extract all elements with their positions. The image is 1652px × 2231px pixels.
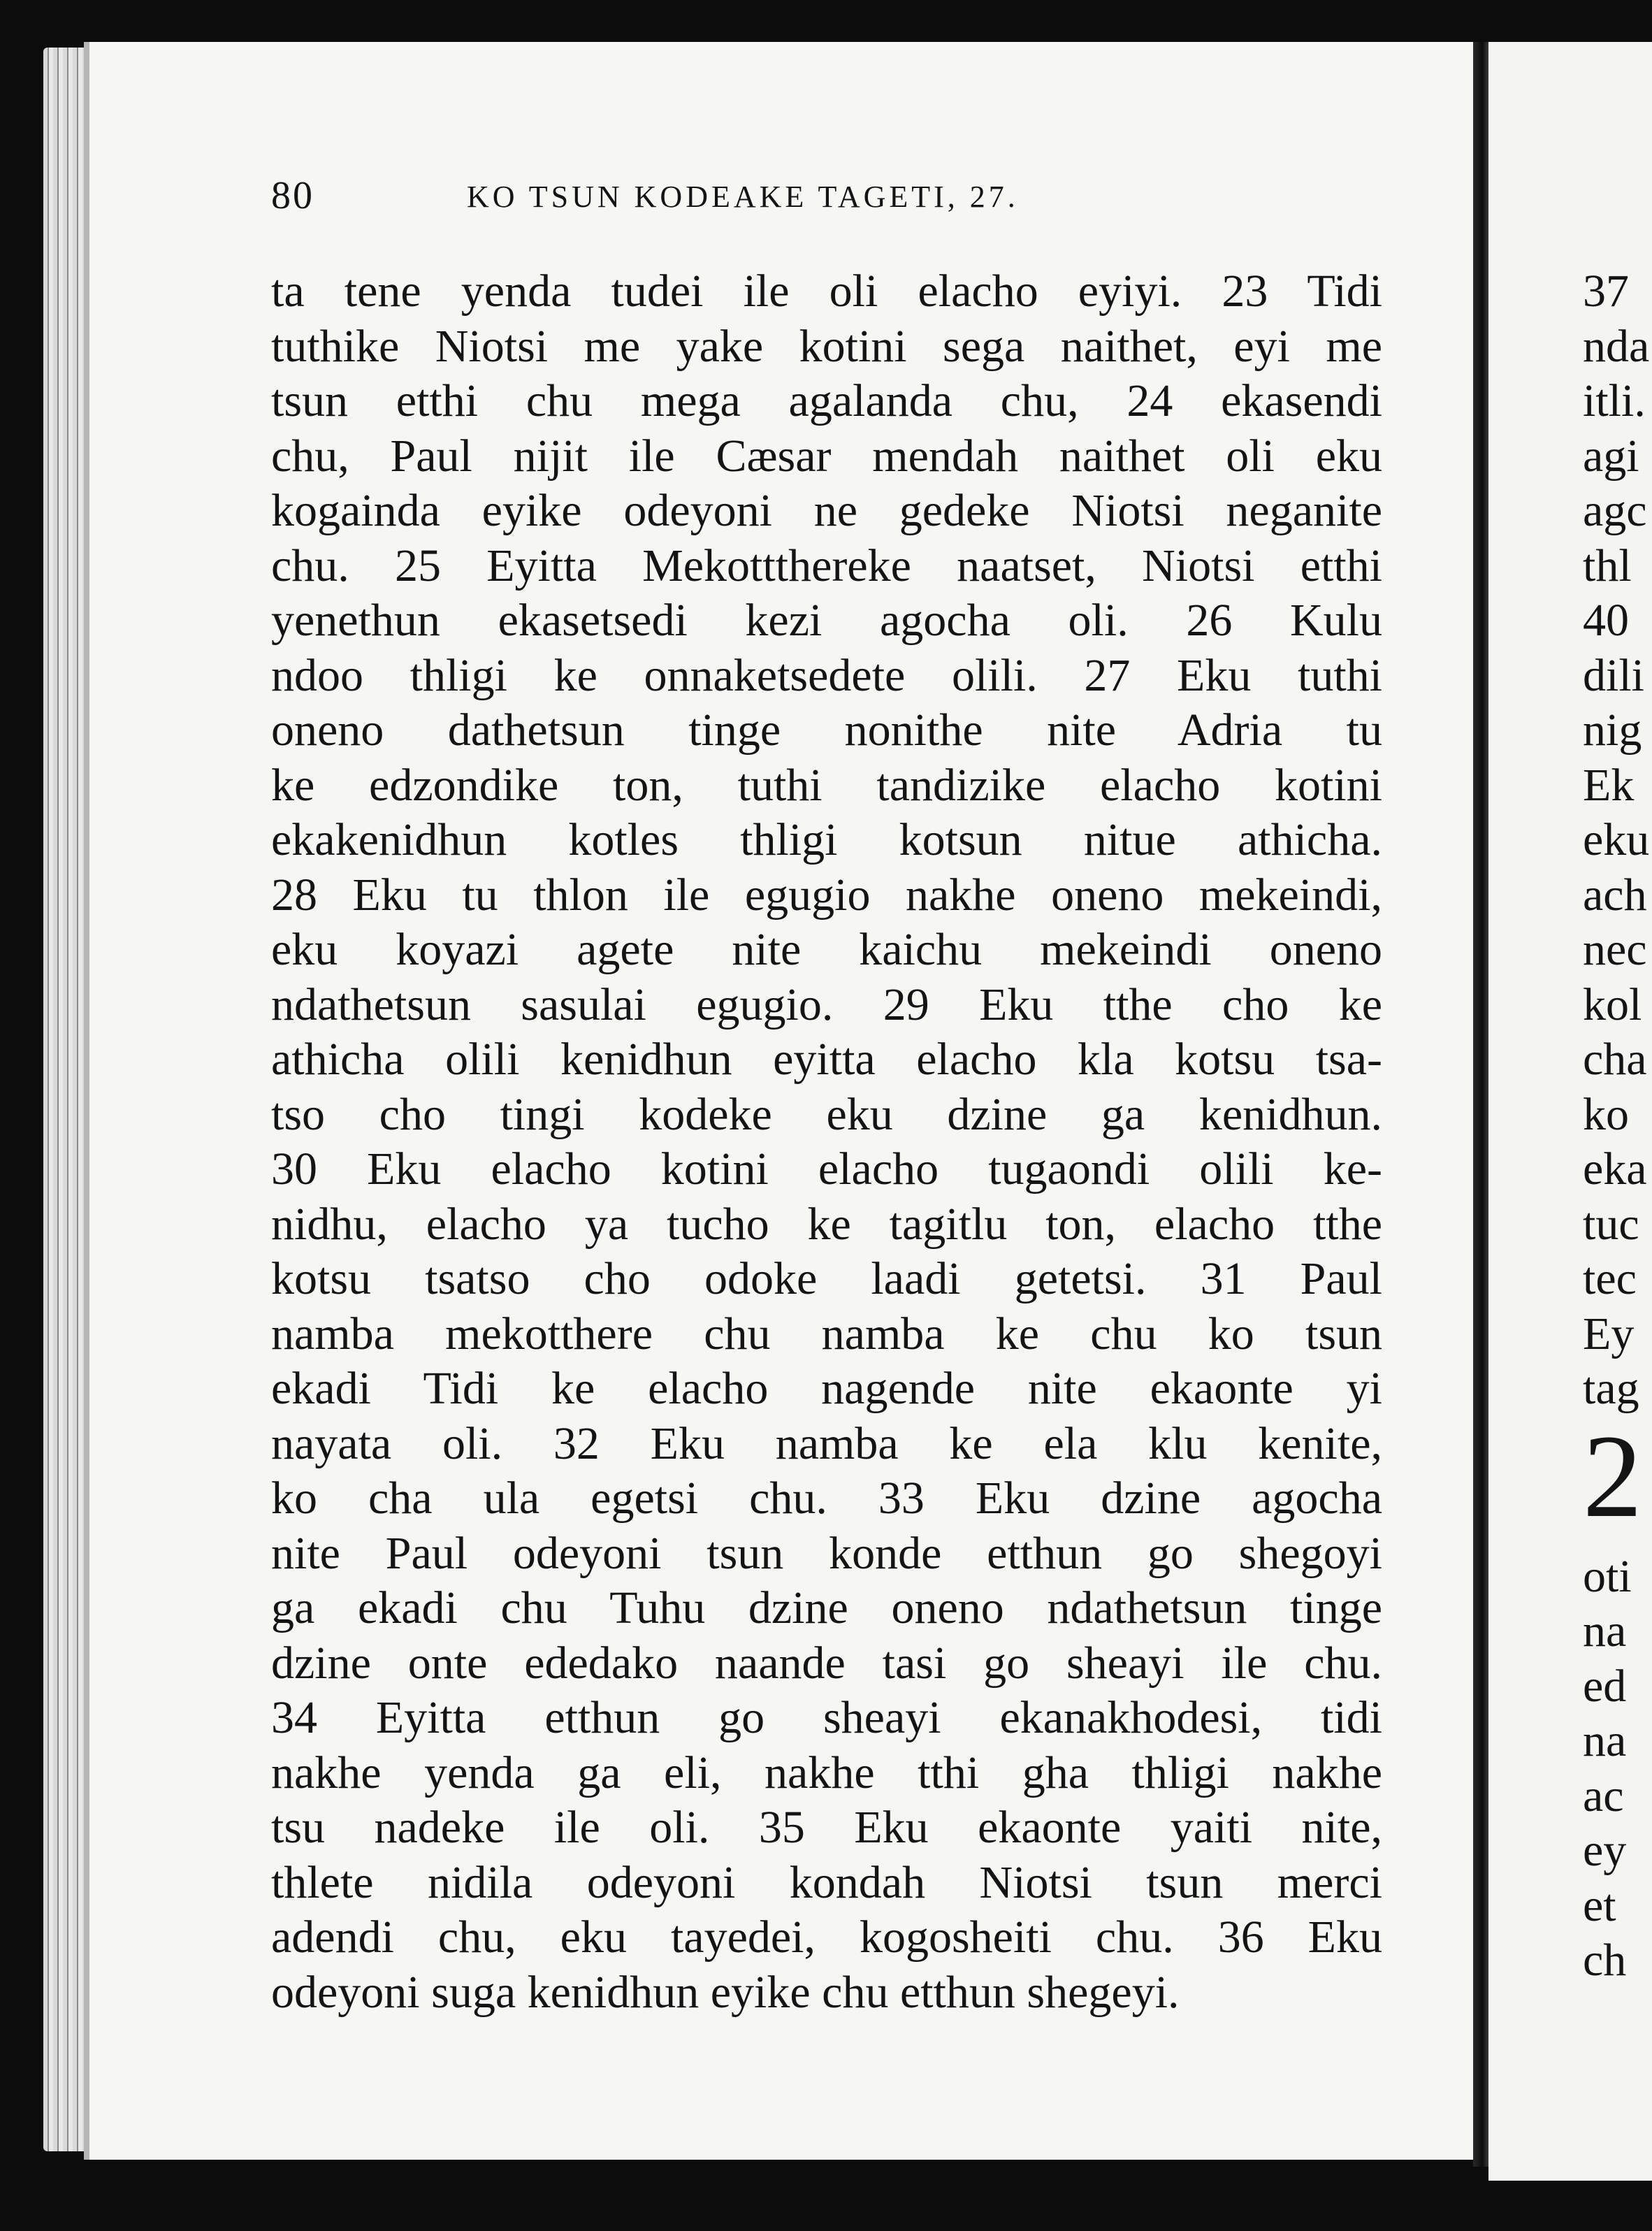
right-text-fragment: ac [1583,1770,1624,1821]
text-line: ta tene yenda tudei ile oli elacho eyiyi. 23 Tidi [271,266,1382,317]
text-line: 28 Eku tu thlon ile egugio nakhe oneno mekeindi, [271,869,1382,920]
text-line: ke edzondike ton, tuthi tandizike elacho kotini [271,759,1382,811]
page-header [271,173,1194,229]
text-line: kogainda eyike odeyoni ne gedeke Niotsi neganite [271,485,1382,536]
right-text-fragment: cha [1583,1034,1647,1085]
text-line: thlete nidila odeyoni kondah Niotsi tsun merci [271,1856,1382,1908]
right-text-fragment: tuc [1583,1198,1639,1250]
right-text-fragment: ch [1583,1935,1627,1986]
right-text-fragment: nda [1583,320,1650,372]
text-line: ekakenidhun kotles thligi kotsun nitue athicha. [271,814,1382,865]
right-text-fragment: kol [1583,979,1642,1030]
page-number: 80 [271,174,314,217]
text-line: ndathetsun sasulai egugio. 29 Eku tthe cho ke [271,979,1382,1030]
right-text-fragment: thl [1583,540,1632,591]
text-line: tso cho tingi kodeke eku dzine ga kenidhun. [271,1088,1382,1140]
text-line: nite Paul odeyoni tsun konde etthun go shegoyi [271,1527,1382,1579]
text-line: tuthike Niotsi me yake kotini sega naithet, eyi me [271,320,1382,372]
text-line: nakhe yenda ga eli, nakhe tthi gha thligi nakhe [271,1747,1382,1798]
text-line: kotsu tsatso cho odoke laadi getetsi. 31 Paul [271,1253,1382,1304]
right-text-fragment: eka [1583,1143,1647,1194]
right-text-fragment: tag [1583,1363,1639,1414]
text-line: ko cha ula egetsi chu. 33 Eku dzine agocha [271,1473,1382,1524]
text-line: athicha olili kenidhun eyitta elacho kla kotsu tsa- [271,1034,1382,1085]
right-text-fragment: ed [1583,1660,1627,1712]
text-line: nayata oli. 32 Eku namba ke ela klu kenite, [271,1417,1382,1469]
text-line: ekadi Tidi ke elacho nagende nite ekaonte yi [271,1363,1382,1414]
right-text-fragment: et [1583,1879,1616,1931]
right-text-fragment: ach [1583,869,1647,920]
chapter-drop-cap: 2 [1583,1410,1642,1542]
right-text-fragment: eku [1583,814,1650,865]
right-text-fragment: na [1583,1715,1627,1766]
right-text-fragment: Ey [1583,1308,1635,1359]
right-text-fragment: tec [1583,1253,1637,1304]
right-text-fragment: itli. [1583,375,1646,426]
right-text-fragment: na [1583,1605,1627,1656]
right-text-fragment: ko [1583,1088,1629,1140]
text-line: nidhu, elacho ya tucho ke tagitlu ton, elacho tthe [271,1198,1382,1250]
text-line: ga ekadi chu Tuhu dzine oneno ndathetsun tinge [271,1582,1382,1633]
right-text-fragment: 37 [1583,266,1629,317]
text-line: oneno dathetsun tinge nonithe nite Adria tu [271,705,1382,756]
text-line: eku koyazi agete nite kaichu mekeindi oneno [271,924,1382,975]
right-text-fragment: dili [1583,649,1645,701]
text-line: odeyoni suga kenidhun eyike chu etthun shegeyi. [271,1966,1180,2018]
text-line: namba mekotthere chu namba ke chu ko tsun [271,1308,1382,1359]
text-line: chu, Paul nijit ile Cæsar mendah naithet oli eku [271,430,1382,482]
text-line: tsu nadeke ile oli. 35 Eku ekaonte yaiti nite, [271,1802,1382,1853]
book-gutter [1473,42,1488,2167]
text-line: dzine onte ededako naande tasi go sheayi ile chu. [271,1637,1382,1689]
text-line: 30 Eku elacho kotini elacho tugaondi olili ke- [271,1143,1382,1194]
right-text-fragment: nec [1583,924,1647,975]
right-text-fragment: 40 [1583,595,1629,646]
right-text-fragment: ey [1583,1825,1627,1876]
running-title: KO TSUN KODEAKE TAGETI, 27. [467,180,1019,214]
text-line: 34 Eyitta etthun go sheayi ekanakhodesi, tidi [271,1692,1382,1743]
right-text-fragment: agi [1583,430,1639,482]
text-line: ndoo thligi ke onnaketsedete olili. 27 Eku tuthi [271,649,1382,701]
right-text-fragment: agc [1583,485,1647,536]
right-text-fragment: Ek [1583,759,1635,811]
right-text-fragment: oti [1583,1550,1632,1602]
text-line: yenethun ekasetsedi kezi agocha oli. 26 Kulu [271,595,1382,646]
text-line: tsun etthi chu mega agalanda chu, 24 ekasendi [271,375,1382,426]
text-line: chu. 25 Eyitta Mekottthereke naatset, Niotsi etthi [271,540,1382,591]
left-page-body-text [271,264,1382,2020]
right-text-fragment: nig [1583,705,1642,756]
text-line: adendi chu, eku tayedei, kogosheiti chu. 36 Eku [271,1912,1382,1963]
right-page-visible-text [1583,264,1652,1988]
